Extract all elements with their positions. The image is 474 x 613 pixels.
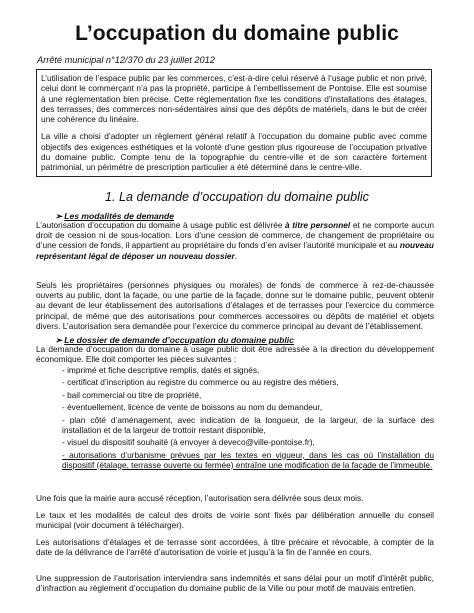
list-item: - imprimé et fiche descriptive remplis, datés et signés, [62, 365, 260, 375]
arrow-bullet-icon: ➢ [55, 335, 63, 345]
intro-box [36, 69, 432, 177]
subsection-dossier-title: Le dossier de demande d’occupation du domaine public [64, 335, 294, 345]
decree-reference: Arrêté municipal n°12/370 du 23 juillet 2012 [37, 55, 215, 65]
dossier-paragraph-fees: Le taux et les modalités de calcul des droits de voirie sont fixés par délibération annuelle du conseil municipal (voir document à télécharger). [36, 510, 434, 531]
list-item: - certificat d’inscription au registre du commerce ou au registre des métiers, [62, 377, 339, 388]
modalites-emphasis-personal: à titre personnel [285, 220, 351, 230]
intro-paragraph-2: La ville a choisi d’adopter un règlement général relatif à l’occupation du domaine public avec comme objectifs des exigences esthétiques et la volonté d’une gestion plus rigoureuse de l’occupation privative du domaine public. Compte tenu de la topographie du centre-ville et de son caractère fortement patrimonial, un périmètre de prescription particulier a été déterminé dans le centre-ville. [41, 131, 427, 173]
dossier-paragraph-delay: Une fois que la mairie aura accusé réception, l’autorisation sera délivrée sous deux mois. [36, 493, 364, 503]
modalites-paragraph-2: Seuls les propriétaires (personnes physiques ou morales) de fonds de commerce à rez-de-chaussée ouverts au public, dont la façade, ou une partie de la façade, donne sur le domaine public, peuvent obtenir au devant de leur établissement des autorisations d’étalages et de terrasses pour l’exercice du commerce principal, de même que des autorisations pour commerces accessoires ou dépôts de matériel et objets divers. L’autorisation sera demandée pour l’exercice du commerce principal au devant de l’établissement. [36, 280, 434, 331]
modalites-emphasis-new-file: nouveau représentant légal de déposer un nouveau dossier [36, 240, 434, 261]
list-item: - autorisations d’urbanisme prévues par les textes en vigueur, dans les cas où l’installation du dispositif (étalage, terrasse ouverte ou fermée) entraîne une modification de la façade de l’immeuble. [62, 449, 434, 470]
page-title: L’occupation du domaine public [75, 22, 399, 45]
list-item: - plan côté d’aménagement, avec indication de la longueur, de la largeur, de la surface des installation et de la largeur de trottoir restant disponible, [62, 414, 434, 435]
modalites-text-b: et ne comporte aucun droit de cession ni de sous-location. Lors d’une cession de commerce, de changement de propriétaire ou d’une cession de fonds, il appartient au propriétaire du fonds d’en aviser l’autorité municipale et au [36, 220, 434, 251]
intro-paragraph-1: L’utilisation de l’espace public par les commerces, c’est-à-dire celui réservé à l’usage public et non privé, celui dont le commerçant n’a pas la propriété, participe à l’embellissement de Pontoise. Elle est soumise à une réglementation bien précise. Cette réglementation fixe les conditions d’installations des étalages, des terrasses, des commerces non-sédentaires ainsi que des dépôts de matériels, dans le but de créer une cohérence du linéaire. [41, 73, 427, 125]
section-1-heading: 1. La demande d’occupation du domaine public [105, 190, 369, 204]
modalites-paragraph-1 [36, 220, 434, 261]
required-documents-list [62, 365, 434, 472]
subsection-modalites-title: Les modalités de demande [64, 211, 175, 221]
dossier-paragraph-revocation: Une suppression de l’autorisation interviendra sans indemnités et sans délai pour un motif d’intérêt public, d’infraction au règlement d’occupation du domaine public de la Ville ou pour motif de mauvais entretien. [36, 573, 434, 594]
modalites-text-c: . [234, 250, 238, 261]
dossier-intro-paragraph: La demande d’occupation du domaine à usage public doit être adressée à la direction du développement économique. Elle doit comporter les pièces suivantes : [36, 344, 434, 365]
arrow-bullet-icon: ➢ [55, 211, 63, 221]
list-item: - visuel du dispositif souhaité (à envoyer à deveco@ville-pontoise.fr), [62, 437, 315, 448]
dossier-paragraph-validity: Les autorisations d’étalages et de terrasse sont accordées, à titre précaire et révocable, à compter de la date de la délivrance de l’arrêté d’autorisation de voirie et jusqu’à la fin de l’année en cours. [36, 537, 434, 558]
list-item: - bail commercial ou titre de propriété, [62, 389, 202, 400]
list-item: - éventuellement, licence de vente de boissons au nom du demandeur, [62, 402, 323, 413]
modalites-text-a: L’autorisation d’occupation du domaine à usage public est délivrée [36, 220, 286, 230]
